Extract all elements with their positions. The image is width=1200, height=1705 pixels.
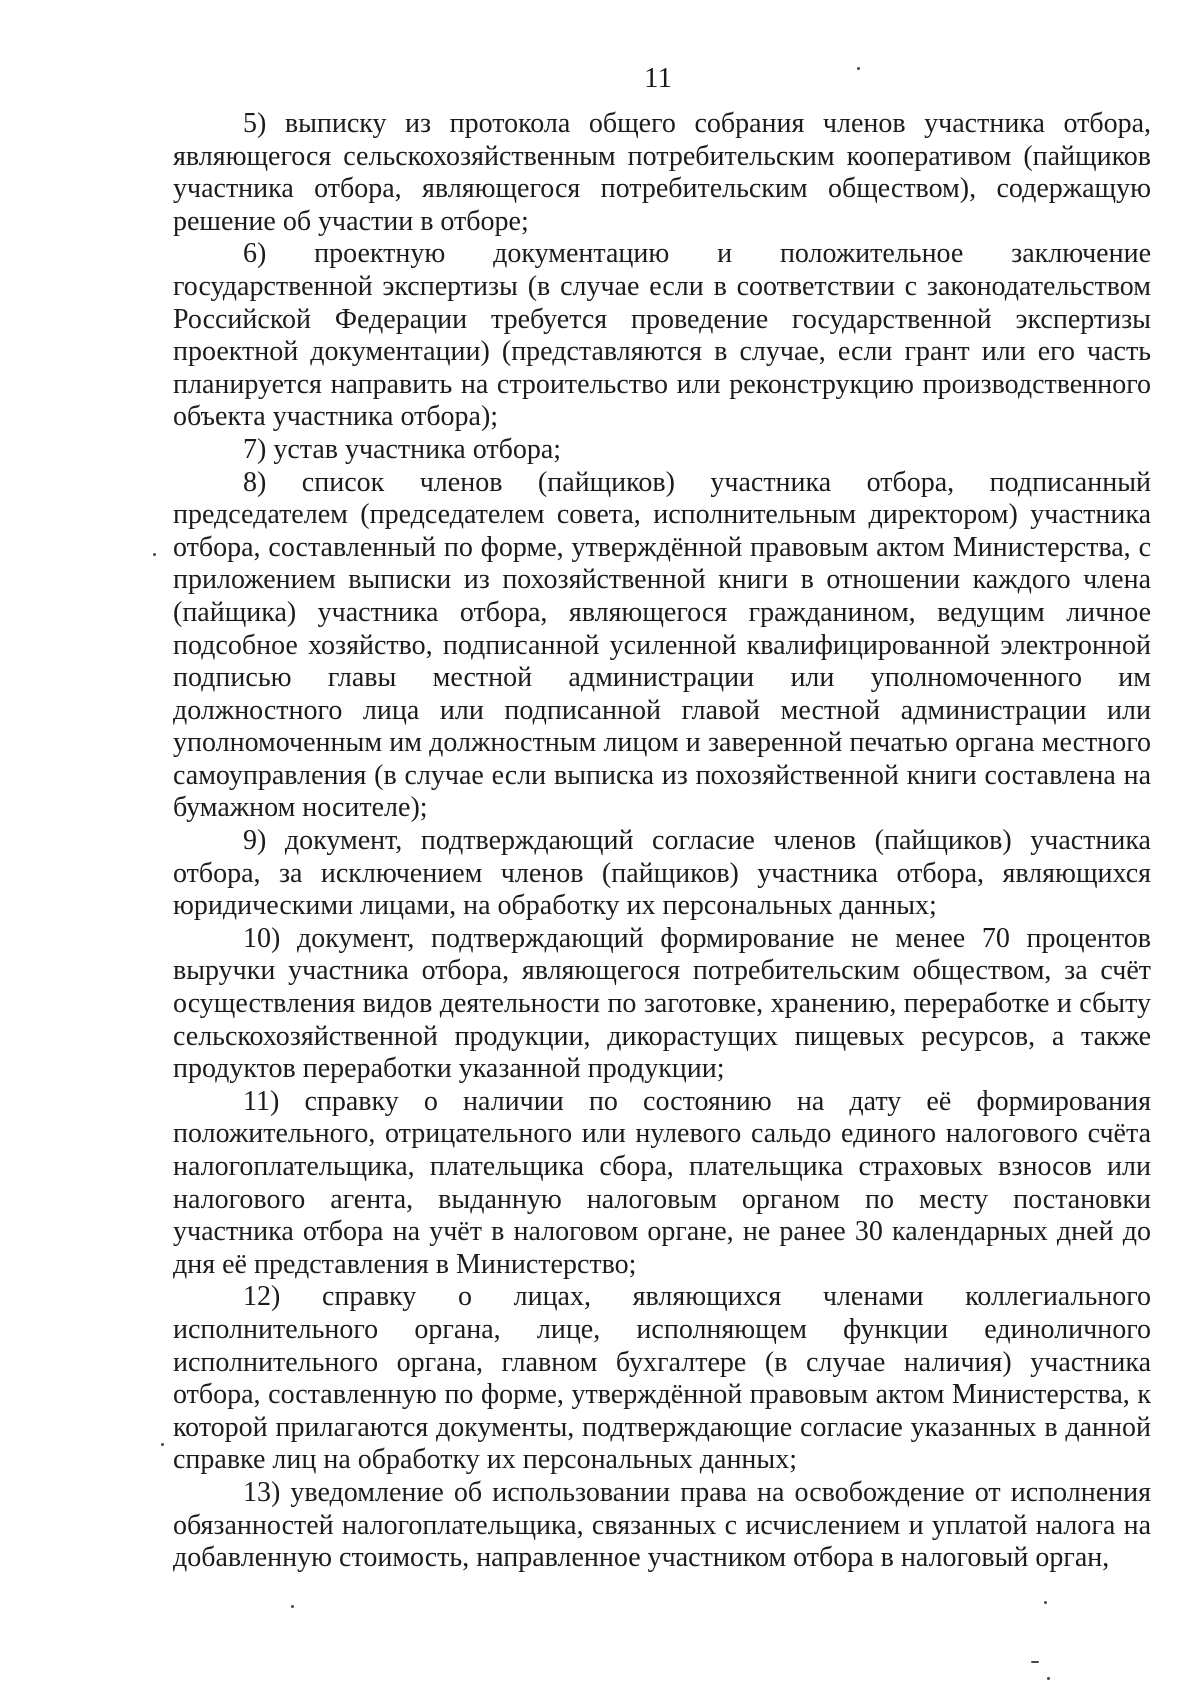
scan-speck — [161, 1443, 164, 1446]
list-item-6: 6) проектную документацию и положительное заключение государственной экспертизы (в случае если в соответствии с законодательством Российской Федерации требуется проведение государственной экспертизы проектной документации) (представляются в случае, если грант или его часть планируется направить на строительство или реконструкцию производственного объекта участника отбора); — [173, 238, 1151, 433]
list-item-9: 9) документ, подтверждающий согласие членов (пайщиков) участника отбора, за исключением членов (пайщиков) участника отбора, являющихся юридическими лицами, на обработку их персональных данных; — [173, 825, 1151, 922]
document-body — [173, 108, 1151, 1575]
list-item-13: 13) уведомление об использовании права на освобождение от исполнения обязанностей налогоплательщика, связанных с исчислением и уплатой налога на добавленную стоимость, направленное участником отбора в налоговый орган, — [173, 1476, 1151, 1574]
list-item-7: 7) устав участника отбора; — [243, 433, 562, 465]
scan-speck — [291, 1605, 294, 1608]
scan-speck — [1047, 1677, 1050, 1680]
list-item-11: 11) справку о наличии по состоянию на дату её формирования положительного, отрицательного или нулевого сальдо единого налогового счёта налогоплательщика, плательщика сбора, плательщика страховых взносов или налогового агента, выданную налоговым органом по месту постановки участника отбора на учёт в налоговом органе, не ранее 30 календарных дней до дня её представления в Министерство; — [173, 1085, 1151, 1280]
scan-speck — [1031, 1661, 1039, 1663]
scan-speck — [153, 553, 156, 556]
list-item-5: 5) выписку из протокола общего собрания членов участника отбора, являющегося сельскохозяйственным потребительским кооперативом (пайщиков участника отбора, являющегося потребительским обществом), содержащую решение об участии в отборе; — [173, 108, 1151, 237]
scan-speck — [1044, 1601, 1047, 1604]
list-item-8: 8) список членов (пайщиков) участника отбора, подписанный председателем (председателем совета, исполнительным директором) участника отбора, составленный по форме, утверждённой правовым актом Министерства, с приложением выписки из похозяйственной книги в отношении каждого члена (пайщика) участника отбора, являющегося гражданином, ведущим личное подсобное хозяйство, подписанной усиленной квалифицированной электронной подписью главы местной администрации или уполномоченного им должностного лица или подписанной главой местной администрации или уполномоченным им должностным лицом и заверенной печатью органа местного самоуправления (в случае если выписка из похозяйственной книги составлена на бумажном носителе); — [173, 466, 1151, 824]
list-item-10: 10) документ, подтверждающий формирование не менее 70 процентов выручки участника отбора, являющегося потребительским обществом, за счёт осуществления видов деятельности по заготовке, хранению, переработке и сбыту сельскохозяйственной продукции, дикорастущих пищевых ресурсов, а также продуктов переработки указанной продукции; — [173, 922, 1151, 1085]
list-item-12: 12) справку о лицах, являющихся членами коллегиального исполнительного органа, лице, исполняющем функции единоличного исполнительного органа, главном бухгалтере (в случае наличия) участника отбора, составленную по форме, утверждённой правовым актом Министерства, к которой прилагаются документы, подтверждающие согласие указанных в данной справке лиц на обработку их персональных данных; — [173, 1281, 1151, 1476]
scan-speck — [857, 67, 860, 70]
page-number: 11 — [644, 62, 672, 94]
